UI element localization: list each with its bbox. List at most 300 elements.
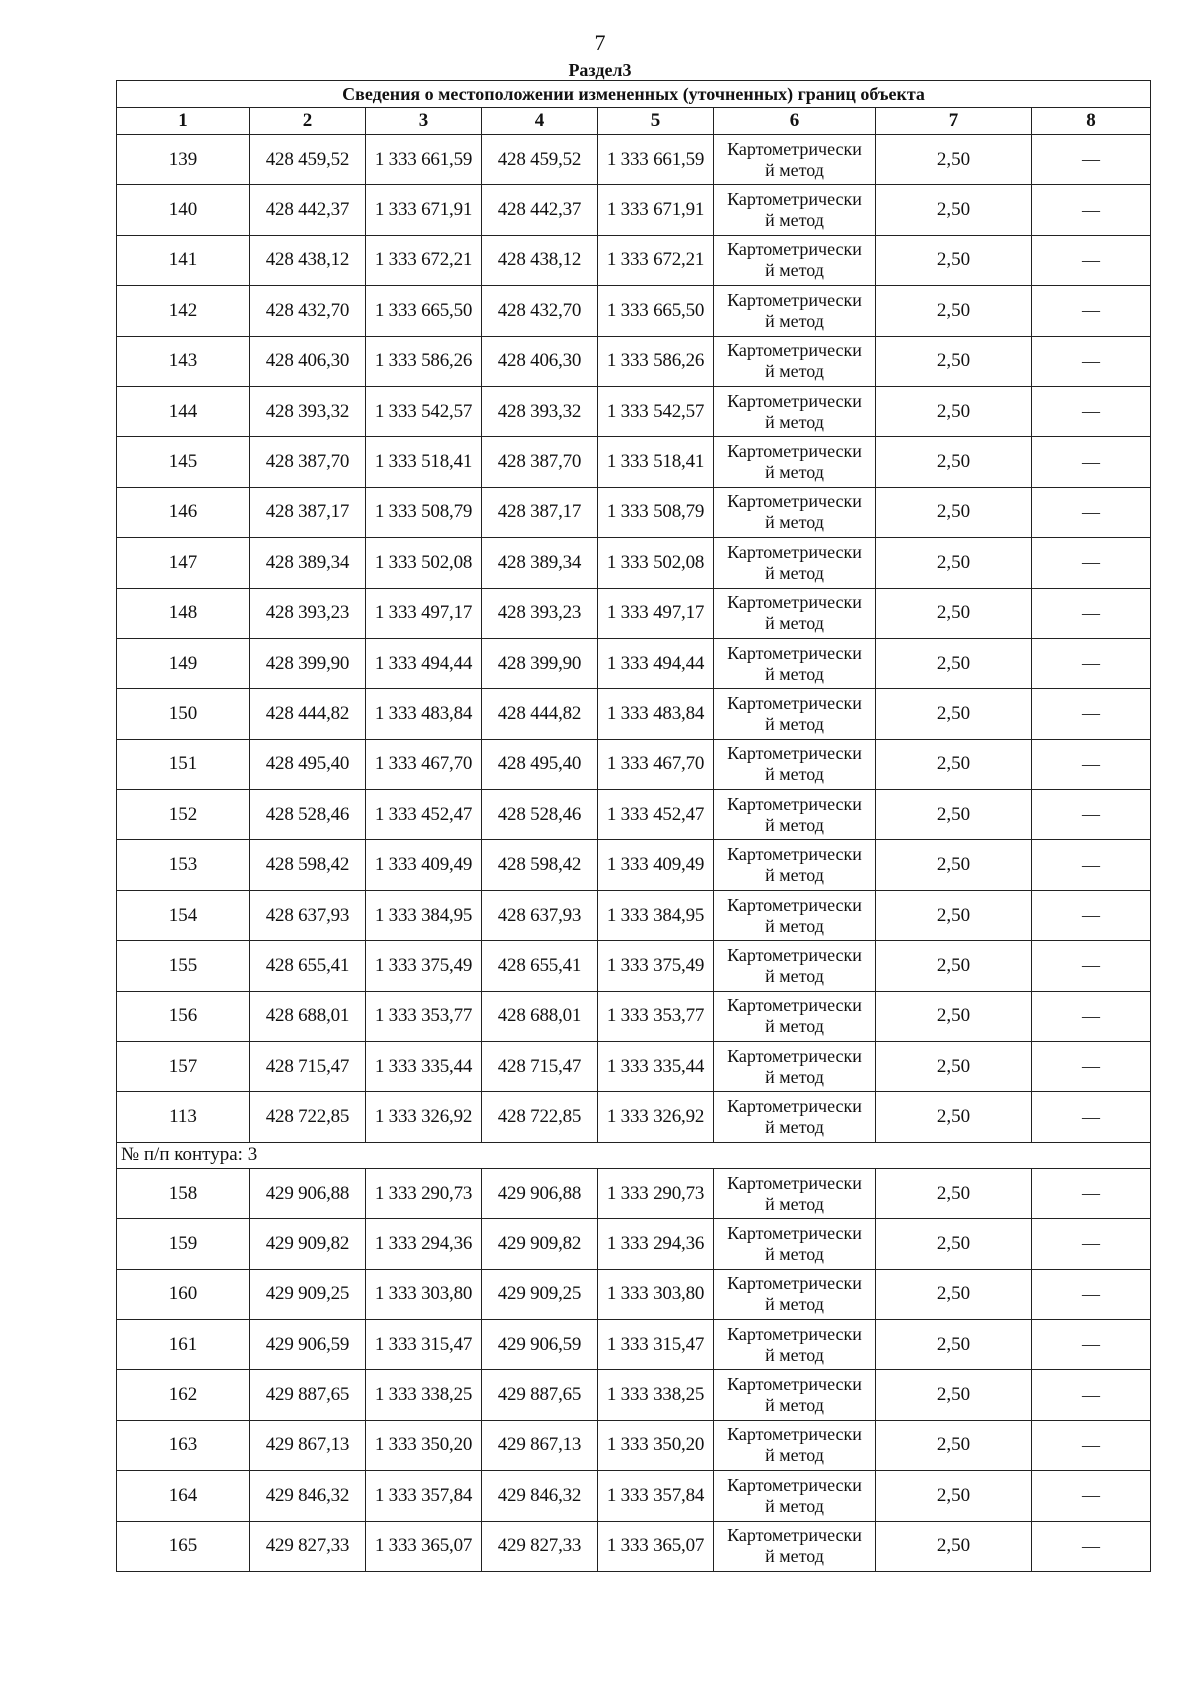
accuracy: 2,50 (876, 1370, 1032, 1420)
accuracy: 2,50 (876, 336, 1032, 386)
table-row (117, 991, 1151, 1041)
point-number: 144 (117, 386, 250, 436)
updated-y: 1 333 338,25 (598, 1370, 714, 1420)
existing-y: 1 333 326,92 (366, 1092, 482, 1142)
method-cell (714, 1521, 876, 1571)
method-line: й метод (765, 159, 824, 180)
existing-x: 429 846,32 (250, 1471, 366, 1521)
table-row (117, 185, 1151, 235)
description: — (1032, 1092, 1151, 1142)
page-number: 7 (594, 30, 606, 55)
updated-x: 428 655,41 (482, 941, 598, 991)
method-cell (714, 1471, 876, 1521)
existing-x: 429 909,25 (250, 1269, 366, 1319)
existing-x: 428 387,70 (250, 437, 366, 487)
updated-y: 1 333 672,21 (598, 235, 714, 285)
method-line: й метод (765, 1066, 824, 1087)
updated-y: 1 333 303,80 (598, 1269, 714, 1319)
point-number: 145 (117, 437, 250, 487)
existing-x: 428 715,47 (250, 1042, 366, 1092)
table-row (117, 739, 1151, 789)
method-line: й метод (765, 1344, 824, 1365)
description: — (1032, 336, 1151, 386)
method-line: й метод (765, 663, 824, 684)
point-number: 147 (117, 538, 250, 588)
updated-y: 1 333 350,20 (598, 1420, 714, 1470)
method-line: Картометрически (727, 189, 862, 210)
existing-x: 428 444,82 (250, 689, 366, 739)
method-cell (714, 1319, 876, 1369)
method-line: й метод (765, 814, 824, 835)
point-number: 156 (117, 991, 250, 1041)
method-line: й метод (765, 462, 824, 483)
method-cell (714, 1269, 876, 1319)
existing-x: 428 688,01 (250, 991, 366, 1041)
updated-y: 1 333 508,79 (598, 487, 714, 537)
description: — (1032, 487, 1151, 537)
existing-x: 428 406,30 (250, 336, 366, 386)
method-cell (714, 1042, 876, 1092)
accuracy: 2,50 (876, 739, 1032, 789)
point-number: 146 (117, 487, 250, 537)
method-line: й метод (765, 210, 824, 231)
method-cell (714, 739, 876, 789)
description: — (1032, 941, 1151, 991)
accuracy: 2,50 (876, 286, 1032, 336)
accuracy: 2,50 (876, 1471, 1032, 1521)
accuracy: 2,50 (876, 538, 1032, 588)
point-number: 151 (117, 739, 250, 789)
existing-x: 428 655,41 (250, 941, 366, 991)
updated-x: 428 715,47 (482, 1042, 598, 1092)
point-number: 162 (117, 1370, 250, 1420)
existing-y: 1 333 357,84 (366, 1471, 482, 1521)
description: — (1032, 790, 1151, 840)
method-line: Картометрически (727, 1323, 862, 1344)
method-cell (714, 1420, 876, 1470)
updated-x: 429 827,33 (482, 1521, 598, 1571)
updated-y: 1 333 326,92 (598, 1092, 714, 1142)
point-number: 164 (117, 1471, 250, 1521)
updated-x: 428 528,46 (482, 790, 598, 840)
table-row (117, 487, 1151, 537)
method-line: Картометрически (727, 390, 862, 411)
updated-x: 428 389,34 (482, 538, 598, 588)
description: — (1032, 1420, 1151, 1470)
method-line: Картометрически (727, 441, 862, 462)
table-row (117, 437, 1151, 487)
updated-y: 1 333 315,47 (598, 1319, 714, 1369)
column-header: 3 (366, 108, 482, 135)
existing-y: 1 333 542,57 (366, 386, 482, 436)
table-row (117, 1521, 1151, 1571)
table-row (117, 1420, 1151, 1470)
method-line: Картометрически (727, 592, 862, 613)
method-line: й метод (765, 310, 824, 331)
method-cell (714, 386, 876, 436)
existing-y: 1 333 508,79 (366, 487, 482, 537)
table-row (117, 336, 1151, 386)
accuracy: 2,50 (876, 185, 1032, 235)
existing-y: 1 333 518,41 (366, 437, 482, 487)
method-line: Картометрически (727, 1525, 862, 1546)
description: — (1032, 235, 1151, 285)
method-cell (714, 840, 876, 890)
existing-x: 428 393,23 (250, 588, 366, 638)
point-number: 154 (117, 890, 250, 940)
updated-y: 1 333 502,08 (598, 538, 714, 588)
existing-y: 1 333 586,26 (366, 336, 482, 386)
point-number: 163 (117, 1420, 250, 1470)
existing-y: 1 333 671,91 (366, 185, 482, 235)
updated-y: 1 333 518,41 (598, 437, 714, 487)
point-number: 139 (117, 135, 250, 185)
updated-y: 1 333 357,84 (598, 1471, 714, 1521)
existing-x: 429 887,65 (250, 1370, 366, 1420)
updated-y: 1 333 353,77 (598, 991, 714, 1041)
point-number: 158 (117, 1168, 250, 1218)
description: — (1032, 437, 1151, 487)
point-number: 150 (117, 689, 250, 739)
updated-x: 428 495,40 (482, 739, 598, 789)
existing-x: 429 867,13 (250, 1420, 366, 1470)
point-number: 157 (117, 1042, 250, 1092)
updated-x: 429 909,25 (482, 1269, 598, 1319)
updated-x: 428 393,23 (482, 588, 598, 638)
method-line: Картометрически (727, 692, 862, 713)
table-row (117, 386, 1151, 436)
table-row (117, 890, 1151, 940)
method-line: Картометрически (727, 642, 862, 663)
accuracy: 2,50 (876, 386, 1032, 436)
table-row (117, 1219, 1151, 1269)
updated-x: 429 906,59 (482, 1319, 598, 1369)
point-number: 149 (117, 638, 250, 688)
method-cell (714, 286, 876, 336)
description: — (1032, 588, 1151, 638)
accuracy: 2,50 (876, 1219, 1032, 1269)
updated-x: 428 637,93 (482, 890, 598, 940)
method-line: Картометрически (727, 743, 862, 764)
existing-x: 429 906,59 (250, 1319, 366, 1369)
method-line: Картометрически (727, 1172, 862, 1193)
method-cell (714, 437, 876, 487)
description: — (1032, 1168, 1151, 1218)
updated-x: 428 438,12 (482, 235, 598, 285)
method-line: й метод (765, 713, 824, 734)
existing-y: 1 333 672,21 (366, 235, 482, 285)
description: — (1032, 1370, 1151, 1420)
point-number: 148 (117, 588, 250, 638)
updated-y: 1 333 483,84 (598, 689, 714, 739)
accuracy: 2,50 (876, 487, 1032, 537)
accuracy: 2,50 (876, 1521, 1032, 1571)
table-row (117, 1042, 1151, 1092)
existing-y: 1 333 467,70 (366, 739, 482, 789)
accuracy: 2,50 (876, 1042, 1032, 1092)
updated-x: 429 909,82 (482, 1219, 598, 1269)
method-cell (714, 1370, 876, 1420)
column-header: 5 (598, 108, 714, 135)
existing-x: 428 399,90 (250, 638, 366, 688)
point-number: 161 (117, 1319, 250, 1369)
contour-row (117, 1142, 1151, 1168)
existing-x: 429 827,33 (250, 1521, 366, 1571)
table-row (117, 235, 1151, 285)
accuracy: 2,50 (876, 1269, 1032, 1319)
description: — (1032, 1269, 1151, 1319)
existing-x: 429 906,88 (250, 1168, 366, 1218)
method-cell (714, 1168, 876, 1218)
description: — (1032, 1219, 1151, 1269)
table-row (117, 941, 1151, 991)
existing-y: 1 333 502,08 (366, 538, 482, 588)
table-row (117, 1168, 1151, 1218)
updated-y: 1 333 665,50 (598, 286, 714, 336)
table-row (117, 638, 1151, 688)
method-cell (714, 135, 876, 185)
existing-x: 428 432,70 (250, 286, 366, 336)
updated-y: 1 333 542,57 (598, 386, 714, 436)
method-line: й метод (765, 965, 824, 986)
table-row (117, 840, 1151, 890)
method-cell (714, 991, 876, 1041)
accuracy: 2,50 (876, 840, 1032, 890)
method-line: Картометрически (727, 1045, 862, 1066)
point-number: 159 (117, 1219, 250, 1269)
description: — (1032, 1471, 1151, 1521)
column-number-row (117, 108, 1151, 135)
method-line: Картометрически (727, 1424, 862, 1445)
table-body (117, 135, 1151, 1572)
method-line: Картометрически (727, 1374, 862, 1395)
method-cell (714, 1219, 876, 1269)
existing-y: 1 333 483,84 (366, 689, 482, 739)
method-line: Картометрически (727, 1222, 862, 1243)
description: — (1032, 890, 1151, 940)
method-line: й метод (765, 1193, 824, 1214)
point-number: 160 (117, 1269, 250, 1319)
table-row (117, 1370, 1151, 1420)
method-line: й метод (765, 512, 824, 533)
accuracy: 2,50 (876, 437, 1032, 487)
existing-x: 428 459,52 (250, 135, 366, 185)
description: — (1032, 286, 1151, 336)
updated-x: 429 906,88 (482, 1168, 598, 1218)
method-line: Картометрически (727, 894, 862, 915)
existing-y: 1 333 665,50 (366, 286, 482, 336)
column-header: 1 (117, 108, 250, 135)
method-line: й метод (765, 613, 824, 634)
method-cell (714, 689, 876, 739)
method-line: Картометрически (727, 944, 862, 965)
method-cell (714, 185, 876, 235)
method-line: Картометрически (727, 138, 862, 159)
existing-x: 428 389,34 (250, 538, 366, 588)
updated-y: 1 333 452,47 (598, 790, 714, 840)
description: — (1032, 386, 1151, 436)
accuracy: 2,50 (876, 941, 1032, 991)
method-line: й метод (765, 411, 824, 432)
description: — (1032, 185, 1151, 235)
method-cell (714, 941, 876, 991)
method-cell (714, 588, 876, 638)
existing-y: 1 333 661,59 (366, 135, 482, 185)
point-number: 153 (117, 840, 250, 890)
existing-y: 1 333 384,95 (366, 890, 482, 940)
existing-x: 428 442,37 (250, 185, 366, 235)
point-number: 142 (117, 286, 250, 336)
table-row (117, 588, 1151, 638)
table-caption: Сведения о местоположении измененных (уточненных) границ объекта (117, 81, 1151, 108)
point-number: 140 (117, 185, 250, 235)
description: — (1032, 689, 1151, 739)
table-row (117, 135, 1151, 185)
method-line: й метод (765, 562, 824, 583)
updated-y: 1 333 335,44 (598, 1042, 714, 1092)
updated-x: 428 387,17 (482, 487, 598, 537)
accuracy: 2,50 (876, 790, 1032, 840)
accuracy: 2,50 (876, 689, 1032, 739)
existing-y: 1 333 497,17 (366, 588, 482, 638)
method-line: Картометрически (727, 289, 862, 310)
method-line: й метод (765, 915, 824, 936)
updated-x: 428 432,70 (482, 286, 598, 336)
existing-x: 428 722,85 (250, 1092, 366, 1142)
method-line: Картометрически (727, 1273, 862, 1294)
method-line: Картометрически (727, 995, 862, 1016)
updated-y: 1 333 290,73 (598, 1168, 714, 1218)
method-line: й метод (765, 1445, 824, 1466)
existing-x: 428 528,46 (250, 790, 366, 840)
method-cell (714, 790, 876, 840)
updated-x: 428 688,01 (482, 991, 598, 1041)
method-line: й метод (765, 1243, 824, 1264)
method-line: Картометрически (727, 1096, 862, 1117)
method-line: й метод (765, 865, 824, 886)
point-number: 141 (117, 235, 250, 285)
description: — (1032, 1319, 1151, 1369)
updated-y: 1 333 375,49 (598, 941, 714, 991)
existing-y: 1 333 452,47 (366, 790, 482, 840)
table-row (117, 538, 1151, 588)
method-line: Картометрически (727, 340, 862, 361)
method-cell (714, 235, 876, 285)
method-line: й метод (765, 1117, 824, 1138)
description: — (1032, 135, 1151, 185)
method-line: й метод (765, 1395, 824, 1416)
accuracy: 2,50 (876, 1168, 1032, 1218)
method-line: й метод (765, 361, 824, 382)
updated-y: 1 333 661,59 (598, 135, 714, 185)
existing-y: 1 333 290,73 (366, 1168, 482, 1218)
method-line: й метод (765, 260, 824, 281)
method-line: й метод (765, 764, 824, 785)
method-cell (714, 1092, 876, 1142)
contour-label: № п/п контура: 3 (117, 1142, 1151, 1168)
accuracy: 2,50 (876, 1420, 1032, 1470)
accuracy: 2,50 (876, 638, 1032, 688)
updated-x: 428 442,37 (482, 185, 598, 235)
table-row (117, 1471, 1151, 1521)
existing-y: 1 333 350,20 (366, 1420, 482, 1470)
updated-x: 428 598,42 (482, 840, 598, 890)
existing-y: 1 333 409,49 (366, 840, 482, 890)
updated-x: 428 399,90 (482, 638, 598, 688)
updated-y: 1 333 467,70 (598, 739, 714, 789)
description: — (1032, 739, 1151, 789)
method-cell (714, 890, 876, 940)
table-row (117, 790, 1151, 840)
point-number: 155 (117, 941, 250, 991)
section-title: Раздел3 (568, 60, 632, 80)
accuracy: 2,50 (876, 135, 1032, 185)
updated-y: 1 333 365,07 (598, 1521, 714, 1571)
existing-y: 1 333 353,77 (366, 991, 482, 1041)
description: — (1032, 638, 1151, 688)
existing-y: 1 333 338,25 (366, 1370, 482, 1420)
existing-y: 1 333 303,80 (366, 1269, 482, 1319)
existing-y: 1 333 335,44 (366, 1042, 482, 1092)
method-cell (714, 538, 876, 588)
updated-x: 428 406,30 (482, 336, 598, 386)
boundary-coordinates-table (116, 80, 1151, 1572)
accuracy: 2,50 (876, 235, 1032, 285)
method-line: й метод (765, 1016, 824, 1037)
updated-y: 1 333 671,91 (598, 185, 714, 235)
existing-x: 428 637,93 (250, 890, 366, 940)
existing-y: 1 333 494,44 (366, 638, 482, 688)
existing-y: 1 333 315,47 (366, 1319, 482, 1369)
method-cell (714, 336, 876, 386)
existing-y: 1 333 294,36 (366, 1219, 482, 1269)
description: — (1032, 538, 1151, 588)
existing-x: 428 393,32 (250, 386, 366, 436)
accuracy: 2,50 (876, 991, 1032, 1041)
table-row (117, 1092, 1151, 1142)
table-row (117, 286, 1151, 336)
method-line: Картометрически (727, 491, 862, 512)
updated-y: 1 333 294,36 (598, 1219, 714, 1269)
method-cell (714, 487, 876, 537)
method-line: Картометрически (727, 239, 862, 260)
updated-x: 428 393,32 (482, 386, 598, 436)
accuracy: 2,50 (876, 588, 1032, 638)
method-line: Картометрически (727, 541, 862, 562)
column-header: 2 (250, 108, 366, 135)
description: — (1032, 840, 1151, 890)
column-header: 7 (876, 108, 1032, 135)
updated-y: 1 333 497,17 (598, 588, 714, 638)
method-line: й метод (765, 1546, 824, 1567)
existing-y: 1 333 365,07 (366, 1521, 482, 1571)
updated-y: 1 333 384,95 (598, 890, 714, 940)
point-number: 152 (117, 790, 250, 840)
existing-x: 428 387,17 (250, 487, 366, 537)
updated-x: 429 867,13 (482, 1420, 598, 1470)
existing-x: 429 909,82 (250, 1219, 366, 1269)
description: — (1032, 991, 1151, 1041)
table-row (117, 1269, 1151, 1319)
updated-x: 429 887,65 (482, 1370, 598, 1420)
method-line: Картометрически (727, 1474, 862, 1495)
method-line: Картометрически (727, 793, 862, 814)
existing-x: 428 495,40 (250, 739, 366, 789)
accuracy: 2,50 (876, 1319, 1032, 1369)
updated-y: 1 333 494,44 (598, 638, 714, 688)
method-line: й метод (765, 1495, 824, 1516)
updated-y: 1 333 586,26 (598, 336, 714, 386)
